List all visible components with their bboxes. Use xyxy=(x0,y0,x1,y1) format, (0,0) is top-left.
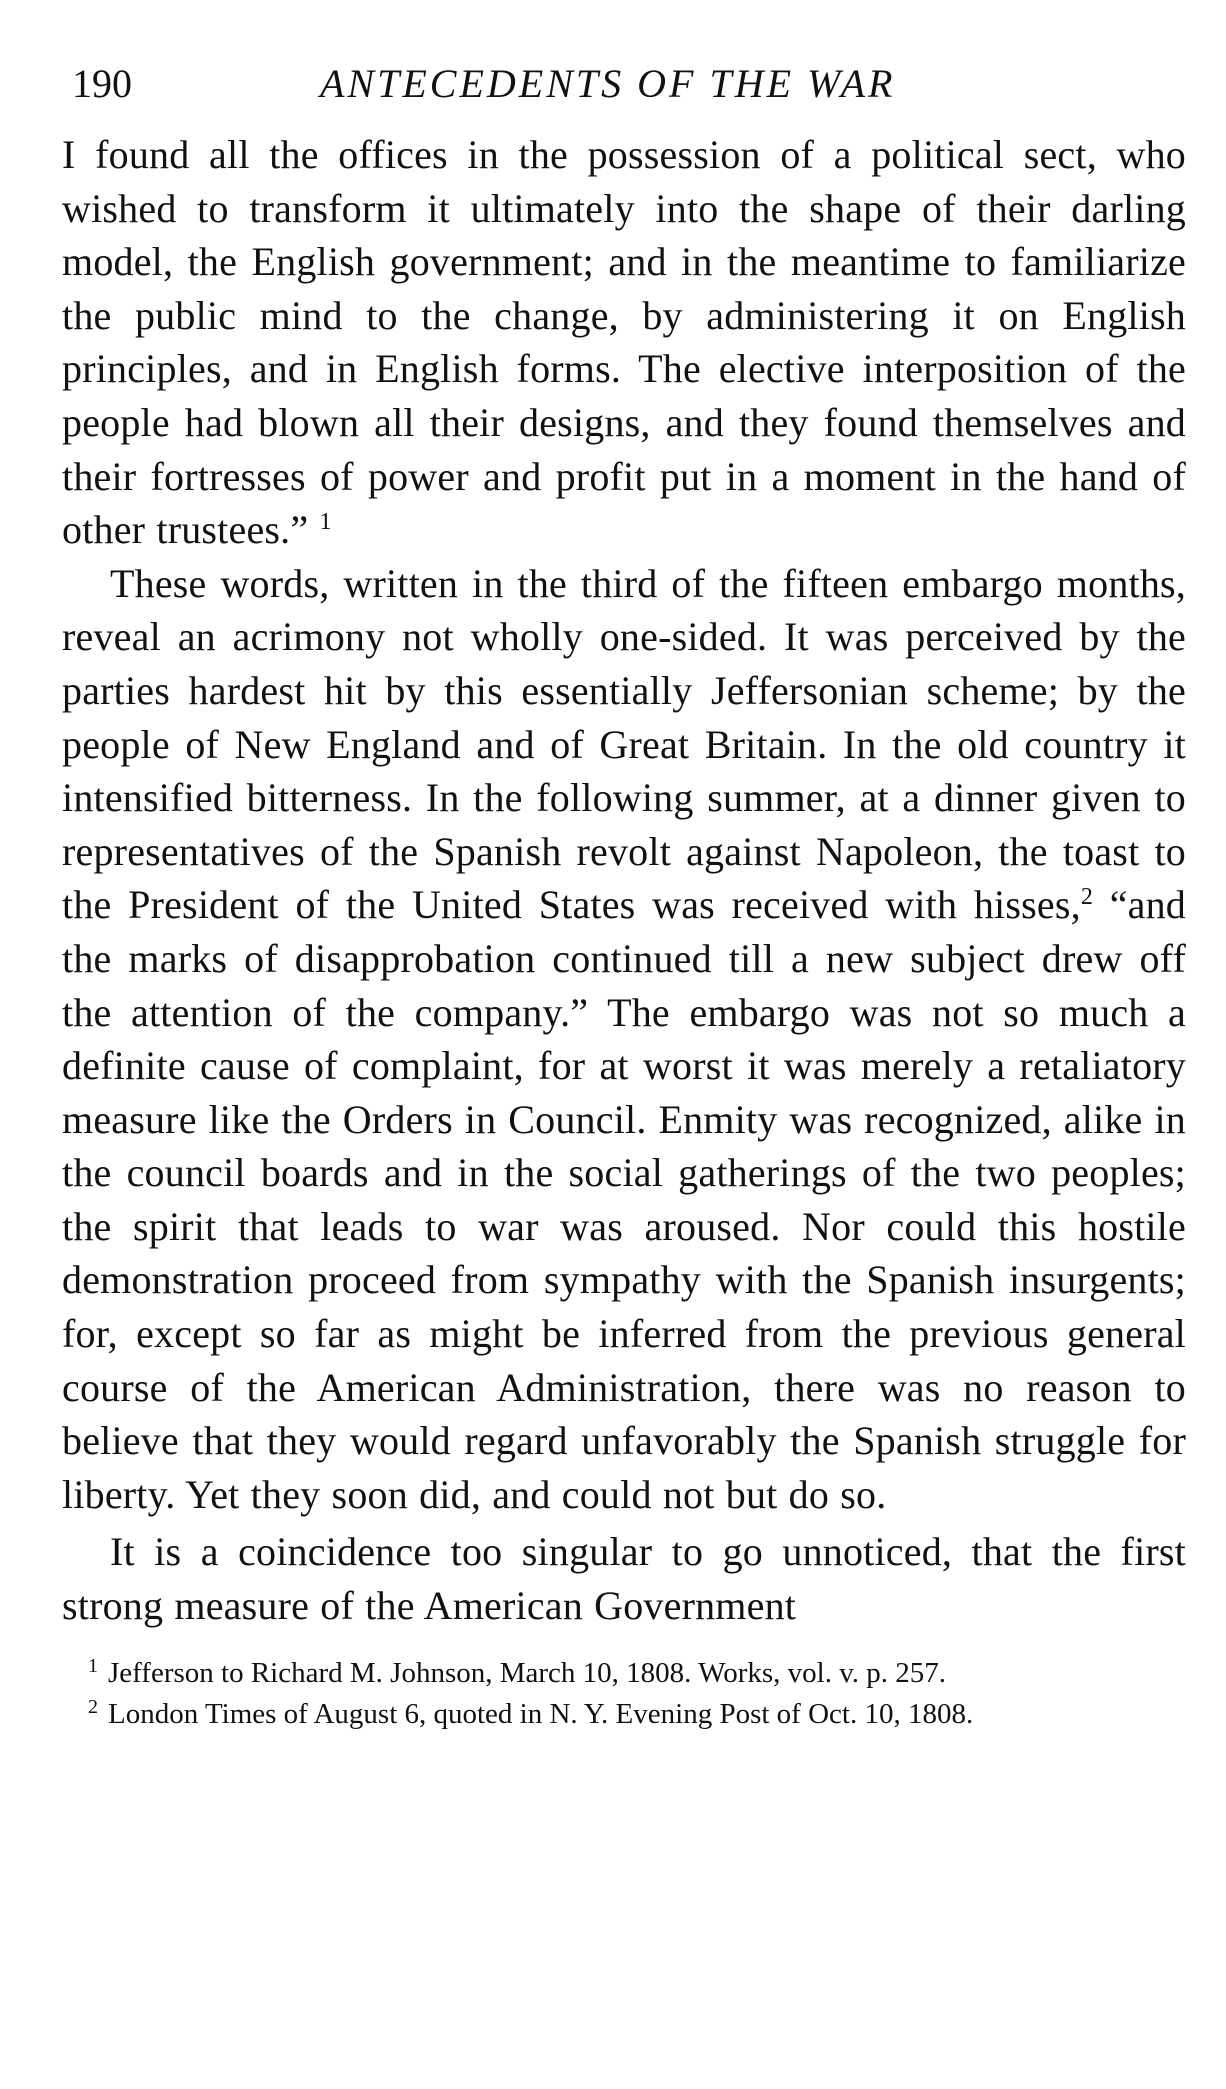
paragraph-embargo-commentary xyxy=(62,557,1186,1522)
paragraph-text: It is a coincidence too singular to go unnoticed, that the first strong measure of the American Government xyxy=(62,1529,1186,1629)
footnote xyxy=(62,1694,1186,1735)
paragraph-quote-continuation xyxy=(62,128,1186,557)
footnote-text: Jefferson to Richard M. Johnson, March 10, 1808. Works, vol. v. p. 257. xyxy=(108,1656,947,1689)
running-title: ANTECEDENTS OF THE WAR xyxy=(320,61,896,106)
footnote-marker: 1 xyxy=(88,1654,98,1677)
paragraph-coincidence xyxy=(62,1525,1186,1632)
footnote xyxy=(62,1653,1186,1694)
paragraph-text-continued: “and the marks of disapprobation continued till a new subject drew off the attention of the company.” The embargo was not so much a definite cause of complaint, for at worst it was merely a retaliatory measure like the Orders in Council. Enmity was recognized, alike in the council boards and in the social gatherings of the two peoples; the spirit that leads to war was aroused. Nor could this hostile demonstration proceed from sympathy with the Spanish insurgents; for, except so far as might be inferred from the previous general course of the American Administration, there was no reason to believe that they would regard unfavorably the Spanish struggle for liberty. Yet they soon did, and could not but do so. xyxy=(62,882,1186,1517)
paragraph-text: These words, written in the third of the fifteen embargo months, reveal an acrimony not wholly one-sided. It was perceived by the parties hardest hit by this essentially Jeffersonian scheme; by the people of New England and of Great Britain. In the old country it intensified bitterness. In the following summer, at a dinner given to representatives of the Spanish revolt against Napoleon, the toast to the President of the United States was received with hisses, xyxy=(62,560,1186,928)
body-text xyxy=(62,128,1186,1633)
footnote-reference: 2 xyxy=(1080,884,1094,911)
footnote-marker: 2 xyxy=(88,1695,98,1718)
running-head xyxy=(62,54,1186,114)
footnotes xyxy=(62,1653,1186,1735)
book-page xyxy=(62,54,1186,1735)
paragraph-text: I found all the offices in the possession of a political sect, who wished to transform it ultimately into the shape of their darling model, the English government; and in the meantime to familiarize the public mind to the change, by administering it on English principles, and in English forms. The elective interposition of the people had blown all their designs, and they found themselves and their fortresses of power and profit put in a moment in the hand of other trustees.” xyxy=(62,132,1186,553)
page-number: 190 xyxy=(72,61,132,106)
footnote-reference: 1 xyxy=(319,509,332,536)
footnote-text: London Times of August 6, quoted in N. Y. Evening Post of Oct. 10, 1808. xyxy=(108,1697,974,1730)
